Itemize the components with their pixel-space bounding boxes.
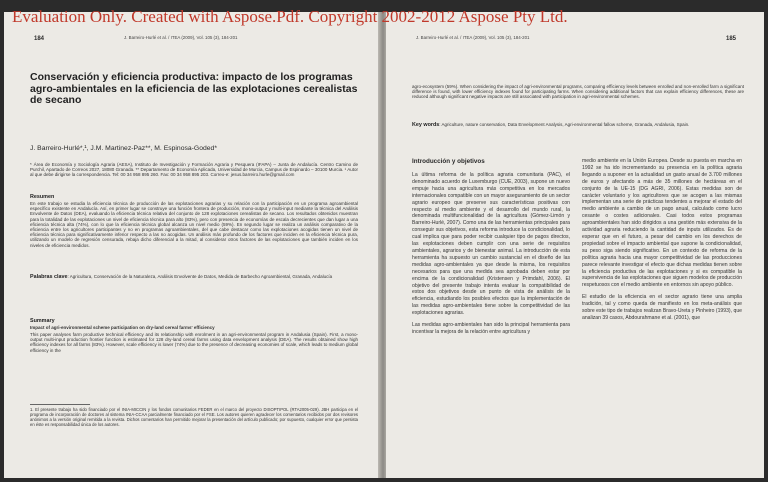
keywords-label: Palabras clave: [30, 274, 68, 280]
right-running-header: J. Barreiro-Hurlé et al. / ITEA (2009), Vol. 105 (3), 184-201: [416, 35, 530, 40]
body-column-1: [412, 172, 570, 341]
paragraph: La última reforma de la política agraria comunitaria (PAC), el denominado acuerdo de Luxemburgo (CUE, 2003), supone un nuevo empuje hacia una agricultura más competitiva en los mercados internacionales compatible con un mayor aseguramiento de un sector agrario europeo que preserve sus características positivas con respecto al medio ambiente y el desarrollo del mundo rural, la denominada multifuncionalidad de la agricultura (Gómez-Limón y Barreiro-Hurlé, 2007). Como una de las herramientas principales para conseguir sus objetivos, esta reforma introduce la condicionalidad, lo cual implica que para poder recibir cualquier tipo de pagos directos, las explotaciones deben cumplir con una serie de requisitos ambientales, agrarios y de bienestar animal. La introducción de esta herramienta ha supuesto un cambio sustancial en el diseño de las medidas agro-ambientales ya que desde la misma, los requisitos necesarios para que una medida sea aprobada deben estar por encima de la condicionalidad (Kristensen y Primdahl, 2006). El objetivo del presente trabajo intenta evaluar la compatibilidad de estos dos objetivos desde un punto de vista de análisis de la eficiencia, estudiando los posibles efectos que la implementación de las medidas agro-ambientales tiene sobre la competitividad de las explotaciones agrarias.: [412, 172, 570, 317]
authors: J. Barreiro-Hurlé*,¹, J.M. Martinez-Paz**, M. Espinosa-Goded*: [30, 145, 217, 152]
paragraph: Las medidas agro-ambientales han sido la principal herramienta para incentivar la mejora de la relación entre agricultura y: [412, 322, 570, 335]
right-page: [386, 12, 764, 478]
right-page-number: 185: [726, 36, 737, 42]
key-words-label: Key words: [412, 122, 440, 128]
resumen-text: En este trabajo se estudia la eficiencia técnica de producción de las explotaciones agrarias y su relación con la participación en un programa agroambiental específico existente en Andalucía. Así, en primer lugar se construye una función frontera de producción, mono-output y multi-input mediante la técnica del Análisis Envolvente de Datos (DEA), evaluando la eficiencia técnica relativa del conjunto de 128 explotaciones cerealistas de secano. Los resultados obtenidos muestran para la totalidad de las explotaciones un nivel de eficiencia técnica para alto (83%), pero con presencia de economías de escala decrecientes que dan lugar a una eficiencia técnica alta (74%), con lo que la eficiencia técnica global alcanza un nivel medio (59%). En segundo lugar se realiza un análisis comparativo de la eficiencia entre los agricultores participantes y no en programas agroambientales, del que cabe destacar como las explotaciones acogidas tienen un nivel de eficiencia técnica para significativamente inferior respecto a las no acogidas. Un análisis más profundo de los factores que inciden en la eficiencia técnica pura, utilizando un modelo de regresión censurada, rebaja dicho diferencial a la mitad, al considerar otros factores de las explotaciones que también inciden en los niveles de eficiencia medidos.: [30, 201, 358, 248]
affiliations: * Área de Economía y Sociología Agraria (AESA), Instituto de Investigación y Formación Agraria y Pesquera (IFAPA) – Junta de Andalucía. Centro Camino de Purchil, Apartado de Correos 2027, 18080 Granada. ** Departamento de Economía Aplicada, Universidad de Murcia, Campus de Espinardo – 30100 Murcia. ¹ Autor al que debe dirigirse la correspondencia. Tel: 00 34 958 895 260. Fax: 00 34 958 895 203. Correo-e: jesus.barreiro.hurle@gmail.com: [30, 162, 358, 178]
left-page: [4, 12, 380, 478]
summary-text: This paper analyses farm productive technical efficiency and its relationship with enrolment in an agri-environmental program in Andalusia (Spain). First, a mono-output multi-input production frontier function is estimated for 128 dry-land cereal farms using data envelopment analysis (DEA). The results obtained show high efficiency indexes for all farms (83%). However, scale efficiency is lower (74%) due to the presence of decreasing economies of scale, which leads to medium global efficiency in the: [30, 332, 358, 353]
summary-title: Impact of agri-environmental scheme participation on dry-land cereal farms' efficiency: [30, 325, 215, 330]
keywords-text: Agricultura, Conservación de la Naturaleza, Análisis Envolvente de Datos, Medida de Barbecho Agroambiental, Granada, Andalucía: [69, 274, 333, 279]
section-title: Introducción y objetivos: [412, 158, 485, 165]
key-words-text: Agriculture, nature conservation, Data Envelopment Analysis, Agri-environmental fallow scheme, Granada, Andalusia, Spain.: [441, 122, 690, 127]
left-running-header: J. Barreiro-Hurlé et al. / ITEA (2009), Vol. 105 (3), 184-201: [124, 35, 238, 40]
left-page-number: 184: [34, 36, 45, 42]
paragraph: El estudio de la eficiencia en el sector agrario tiene una amplia tradición, tal y como queda de manifiesto en los meta-análisis que sobre este tipo de trabajos realizan Bravo-Ureta y Pinheiro (1993), que analizan 39 casos, Abdourahmane et al. (2001), que: [582, 294, 742, 321]
body-column-2: [582, 158, 742, 327]
resumen-heading: Resumen: [30, 194, 55, 200]
footnote: 1. El presente trabajo ha sido financiado por el INIA-MICCIN y los fondos comunitarios FEDER en el marco del proyecto DISOPTIPOL (RTA2005-029). JBH participa en el programa de incorporación de doctores al sistema INIA-CCAA parcialmente financiado por el FSE. Los autores quieren agradecer los comentarios recibidos por dos revisores anónimos a la versión original remitida a la revista. Dichos comentarios han permitido mejorar la presentación del artículo publicado; por supuesto, cualquier error que persista en éste es responsabilidad única de los autores.: [30, 407, 358, 427]
abstract-continuation: agro-ecosystem (59%). When considering the impact of agri-environmental programs, comparing efficiency levels between enrolled and non-enrolled farm a significant difference is found, with lower efficiency indexes found for participating farms. When considering additional factors that can explain efficiency differences, these are reduced although significant negative impacts are still associated with participation in agri-environmental schemes.: [412, 84, 744, 100]
summary-heading: Summary: [30, 318, 55, 324]
footnote-rule: [30, 404, 90, 405]
paper-title: Conservación y eficiencia productiva: impacto de los programas agro-ambientales en la eficiencia de las explotaciones cerealistas de secano: [30, 71, 358, 106]
evaluation-watermark: Evaluation Only. Created with Aspose.Pdf. Copyright 2002-2012 Aspose Pty Ltd.: [12, 7, 568, 26]
key-words-block: Key words: Agriculture, nature conservation, Data Envelopment Analysis, Agri-environmental fallow scheme, Granada, Andalusia, Spain.: [412, 122, 690, 128]
paragraph: medio ambiente en la Unión Europea. Desde su puesta en marcha en 1992 se ha ido incrementando su presencia en la política agraria llegando a suponer en la actualidad un gasto anual de 3.700 millones de euros y afectando a más de 35 millones de hectáreas en el conjunto de la UE-15 (DG AGRI, 2006). Estas medidas son de carácter voluntario y los agricultores que se acogen a las mismas implementan una serie de prácticas tendentes a mejorar el estado del medio ambiente a cambio de un pago anual, calculado como lucro cesante o costes adicionales. Casi todos estos programas agroambientales han sido dirigidos a una gestión más extensiva de la actividad agraria reduciendo la cantidad de inputs utilizados. Es de esperar que en el futuro, a pesar del cambio en los derechos de propiedad sobre el impacto ambiental que supone la condicionalidad, su peso siga siendo significativo. En un contexto de reforma de la política agraria hacia una mayor competitividad de las producciones parece relevante investigar el efecto que dichas medidas tienen sobre la eficiencia productiva de las explotaciones y si es compatible la supervivencia de las explotaciones que siguen modelos de producción respetuosos con el medio ambiente en entornos sin apoyo público.: [582, 158, 742, 289]
keywords-block: Palabras clave: Agricultura, Conservación de la Naturaleza, Análisis Envolvente de Datos, Medida de Barbecho Agroambiental, Granada, Andalucía: [30, 274, 333, 280]
